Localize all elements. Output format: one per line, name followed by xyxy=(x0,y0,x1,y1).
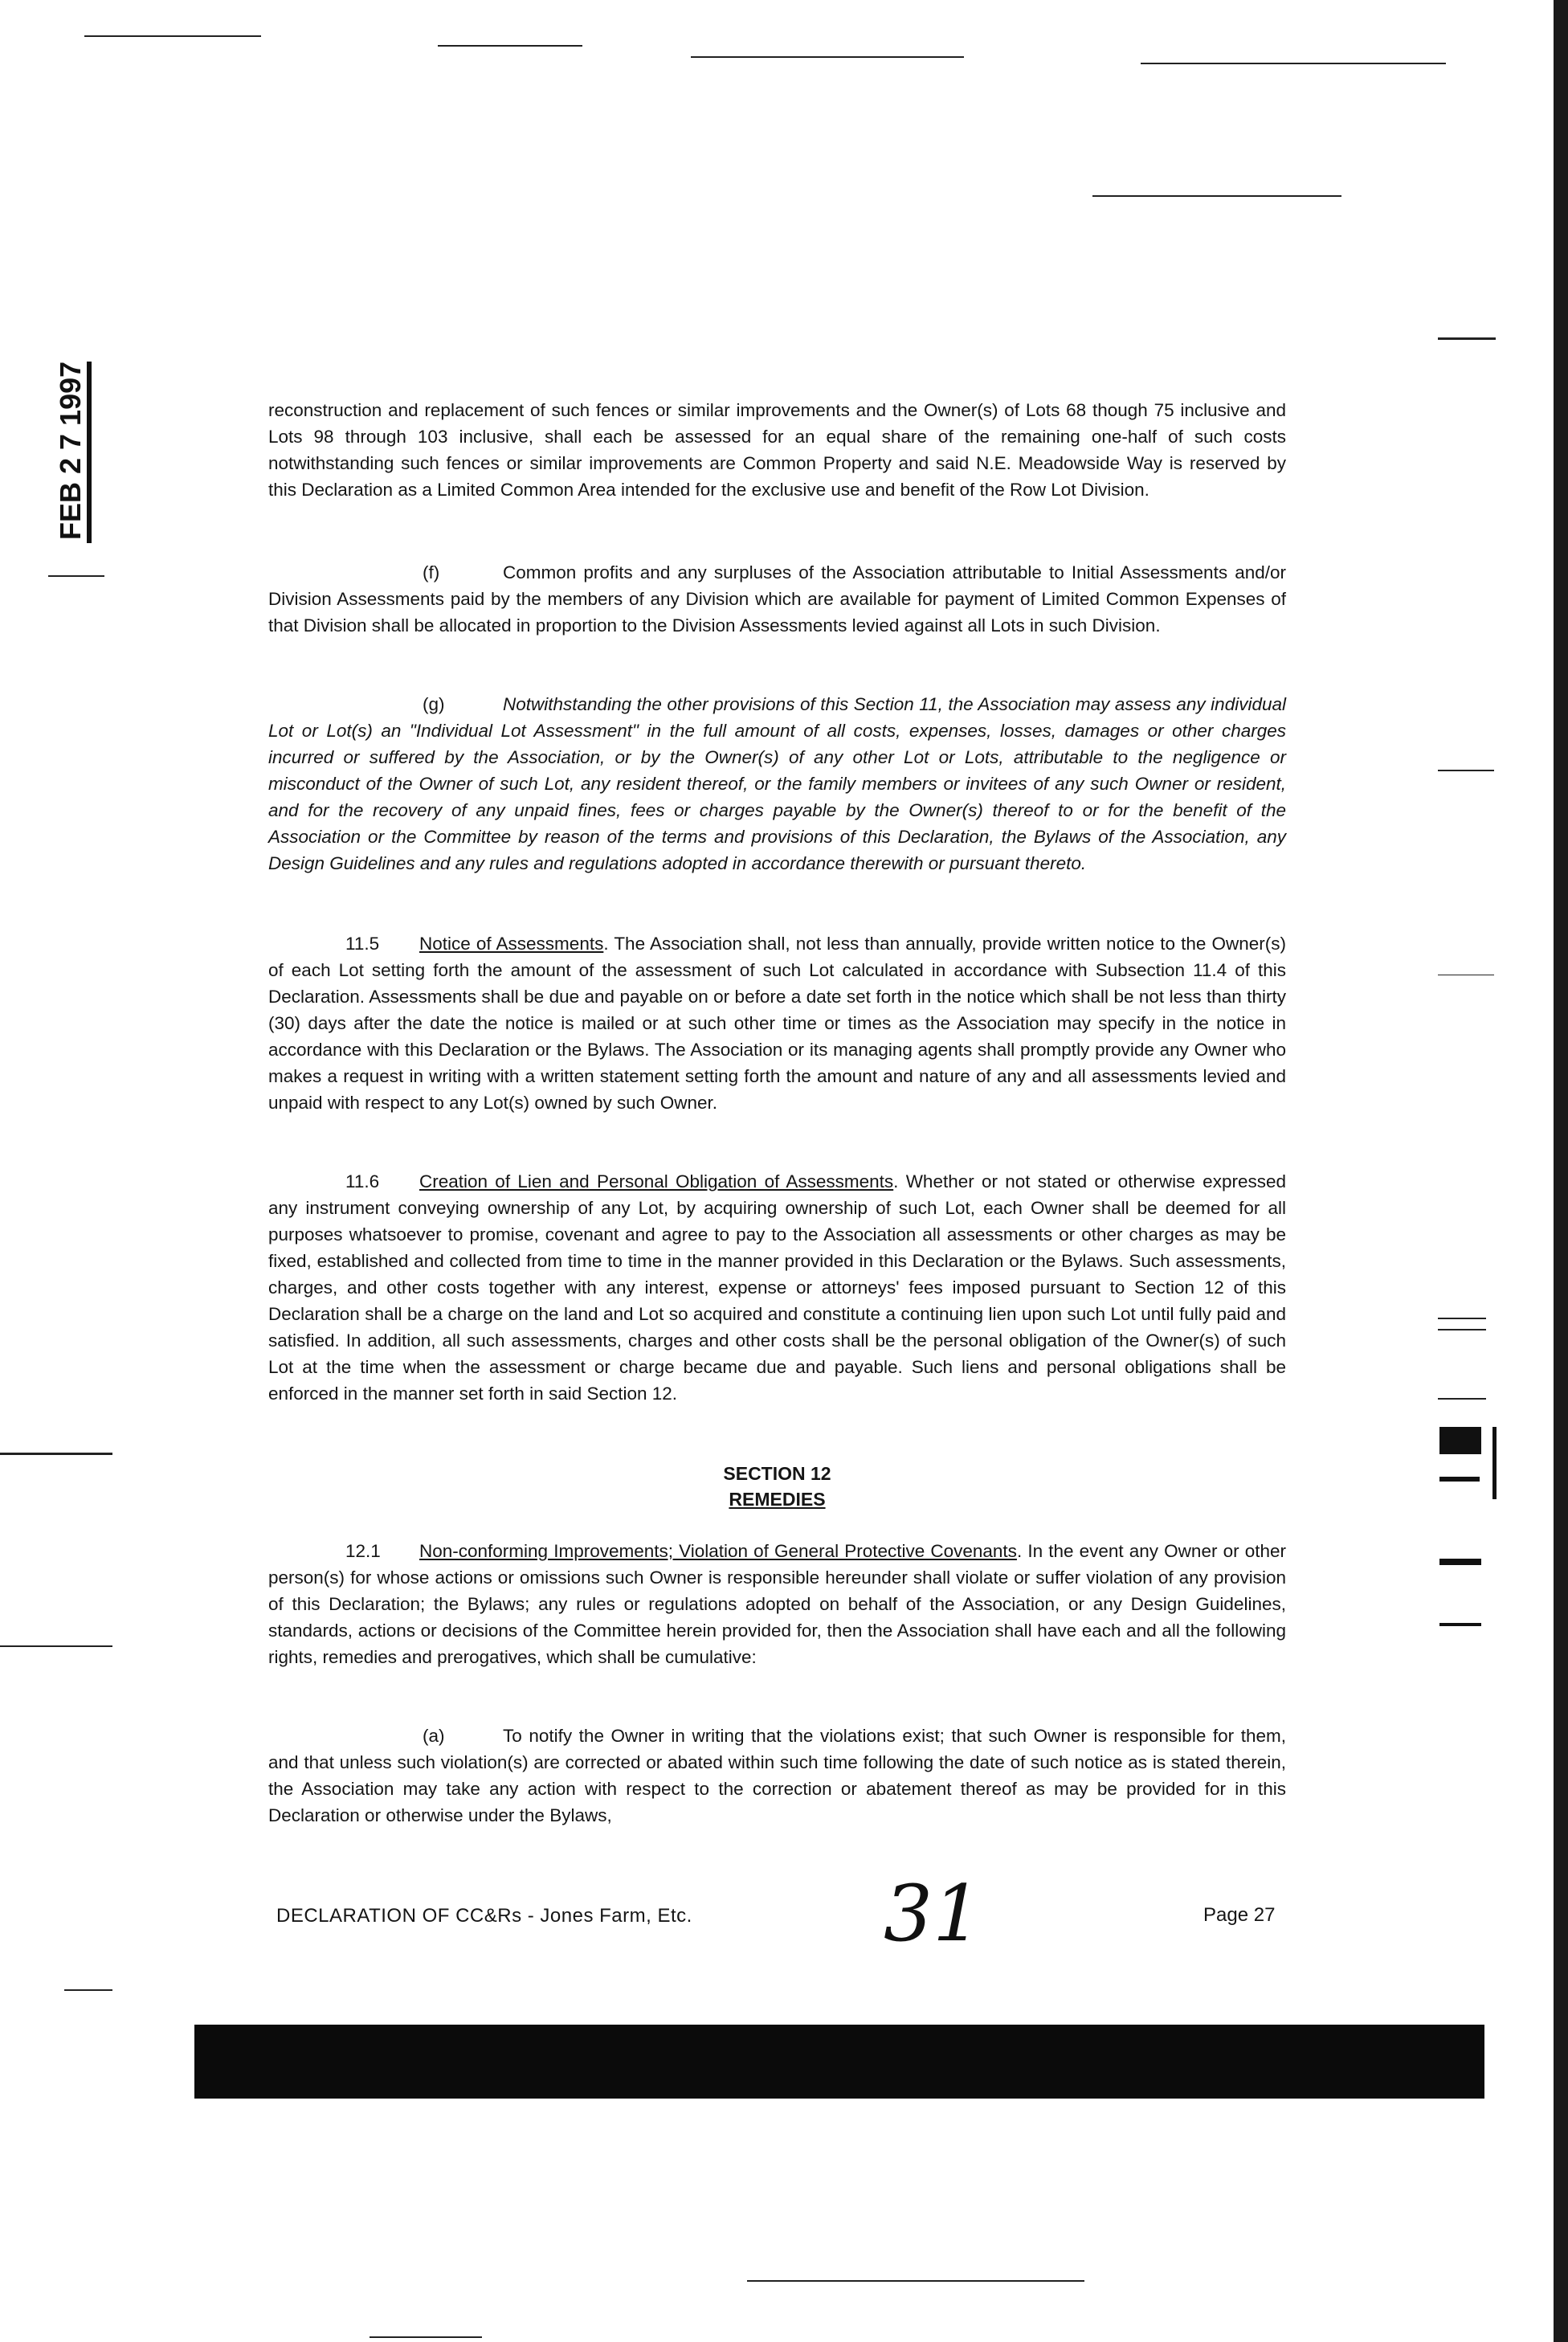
section-text: In the event any Owner or other person(s) for whose actions or omissions such Owner is responsible hereunder shall violate or suffer violation of any provision of this Declaration; the Bylaws; any rules or regulations adopted on behalf of the Association, or any Design Guidelines, standards, actions or decisions of the Committee herein provided for, then the Association shall have each and all the following rights, remedies and prerogatives, which shall be cumulative: xyxy=(268,1541,1286,1667)
page-number: Page 27 xyxy=(1203,1904,1276,1926)
subsection-label: (g) xyxy=(423,694,445,714)
scan-rule xyxy=(1438,337,1496,340)
section-number: 11.6 xyxy=(345,1171,380,1191)
section-title: Notice of Assessments xyxy=(419,934,604,954)
section-subheading: REMEDIES xyxy=(729,1489,826,1510)
handwritten-number xyxy=(876,1864,1004,1960)
paragraph-continuation: reconstruction and replacement of such fences or similar improvements and the Owner(s) of Lots 68 though 75 inclusive and Lots 98 through 103 inclusive, shall each be assessed for an equal share of the remaining one-half of such costs notwithstanding such fences or similar improvements are Common Property and said N.E. Meadowside Way is reserved by this Declaration as a Limited Common Area intended for the exclusive use and benefit of the Row Lot Division. xyxy=(268,400,1286,500)
scan-noise-bar xyxy=(194,2025,1484,2099)
scan-rule xyxy=(1438,770,1494,771)
scan-rule xyxy=(0,1645,112,1647)
scan-mark xyxy=(1439,1427,1481,1454)
scan-rule xyxy=(438,45,582,47)
section-title: Non-conforming Improvements; Violation of General Protective Covenants xyxy=(419,1541,1017,1561)
scan-mark xyxy=(1439,1477,1480,1482)
subsection-g xyxy=(268,691,1286,877)
scan-rule xyxy=(84,35,261,37)
section-heading: SECTION 12 xyxy=(723,1463,831,1484)
section-number: 12.1 xyxy=(345,1541,381,1561)
scan-rule xyxy=(64,1989,112,1991)
section-title: Creation of Lien and Personal Obligation of Assessments xyxy=(419,1171,894,1191)
scan-rule xyxy=(1092,195,1341,197)
footer-document-title: DECLARATION OF CC&Rs - Jones Farm, Etc. xyxy=(276,1905,692,1927)
svg-text:31: 31 xyxy=(884,1869,982,1959)
scan-rule xyxy=(1141,63,1446,64)
section-11-5: 11.5 Notice of Assessments. The Association shall, not less than annually, provide written notice to the Owner(s) of each Lot setting forth the amount of the assessment of such Lot calculated in accordance with Subsection 11.4 of this Declaration. Assessments shall be due and payable on or before a date set forth in the notice which shall be not less than thirty (30) days after the date the notice is mailed or at such other time or times as the Association may specify in the notice in accordance with this Declaration or the Bylaws. The Association or its managing agents shall promptly provide any Owner who makes a request in writing with a written statement setting forth the amount and nature of any and all assessments levied and unpaid with respect to any Lot(s) owned by such Owner. xyxy=(268,930,1286,1116)
subsection-a xyxy=(268,1723,1286,1829)
subsection-text: To notify the Owner in writing that the violations exist; that such Owner is responsible for them, and that unless such violation(s) are corrected or abated within such time following the date of such notice as is stated therein, the Association may take any action with respect to the correction or abatement thereof as may be provided for in this Declaration or otherwise under the Bylaws, xyxy=(268,1726,1286,1825)
subsection-text: Notwithstanding the other provisions of this Section 11, the Association may assess any individual Lot or Lot(s) an "Individual Lot Assessment" in the full amount of all costs, expenses, losses, damages or other charges incurred or suffered by the Association, or by the Owner(s) of any other Lot or Lots, attributable to the negligence or misconduct of the Owner of such Lot, any resident thereof, or the family members or invitees of any such Owner or resident, and for the recovery of any unpaid fines, fees or charges payable by the Owner(s) thereof to or for the benefit of the Association or the Committee by reason of the terms and provisions of this Declaration, the Bylaws of the Association, any Design Guidelines and any rules and regulations adopted in accordance therewith or pursuant thereto. xyxy=(268,694,1286,873)
svg-text:FEB 2 7 1997: FEB 2 7 1997 xyxy=(54,361,87,540)
received-stamp xyxy=(50,354,98,546)
scan-mark xyxy=(1492,1427,1497,1499)
section-11-6: 11.6 Creation of Lien and Personal Obligation of Assessments. Whether or not stated or otherwise expressed any instrument conveying ownership of any Lot, by acquiring ownership of such Lot, each Owner shall be deemed for all purposes whatsoever to promise, covenant and agree to pay to the Association all assessments or other charges as may be fixed, established and collected from time to time in the manner provided in this Declaration or the Bylaws. Such assessments, charges, and other costs together with any interest, expense or attorneys' fees imposed pursuant to Section 12 of this Declaration shall be a charge on the land and Lot so acquired and constitute a continuing lien upon such Lot until fully paid and satisfied. In addition, all such assessments, charges and other costs shall be the personal obligation of the Owner(s) of such Lot at the time when the assessment or charge became due and payable. Such liens and personal obligations shall be enforced in the manner set forth in said Section 12. xyxy=(268,1168,1286,1407)
scan-rule xyxy=(1438,1398,1486,1400)
section-text: The Association shall, not less than annually, provide written notice to the Owner(s) of each Lot setting forth the amount of the assessment of such Lot calculated in accordance with Subsection 11.4 of this Declaration. Assessments shall be due and payable on or before a date set forth in the notice which shall be not less than thirty (30) days after the date the notice is mailed or at such other time or times as the Association may specify in the notice in accordance with this Declaration or the Bylaws. The Association or its managing agents shall promptly provide any Owner who makes a request in writing with a written statement setting forth the amount and nature of any and all assessments levied and unpaid with respect to any Lot(s) owned by such Owner. xyxy=(268,934,1286,1113)
section-12-1: 12.1 Non-conforming Improvements; Violation of General Protective Covenants. In the event any Owner or other person(s) for whose actions or omissions such Owner is responsible hereunder shall violate or suffer violation of any provision of this Declaration; the Bylaws; any rules or regulations adopted on behalf of the Association, or any Design Guidelines, standards, actions or decisions of the Committee herein provided for, then the Association shall have each and all the following rights, remedies and prerogatives, which shall be cumulative: xyxy=(268,1538,1286,1670)
scan-mark xyxy=(1439,1623,1481,1626)
section-text: Whether or not stated or otherwise expressed any instrument conveying ownership of any Lot, by acquiring ownership of such Lot, each Owner shall be deemed for all purposes whatsoever to promise, covenant and agree to pay to the Association all assessments or other charges as may be fixed, established and collected from time to time in the manner provided in this Declaration or the Bylaws. Such assessments, charges, and other costs together with any interest, expense or attorneys' fees imposed pursuant to Section 12 of this Declaration shall be a charge on the land and Lot so acquired and constitute a continuing lien upon such Lot until fully paid and satisfied. In addition, all such assessments, charges and other costs shall be the personal obligation of the Owner(s) of such Lot at the time when the assessment or charge became due and payable. Such liens and personal obligations shall be enforced in the manner set forth in said Section 12. xyxy=(268,1171,1286,1404)
scan-rule xyxy=(48,575,104,577)
scan-rule xyxy=(370,2336,482,2338)
subsection-f xyxy=(268,559,1286,639)
scan-rule xyxy=(747,2280,1084,2282)
scan-mark xyxy=(1439,1559,1481,1565)
subsection-label: (f) xyxy=(423,562,440,582)
scan-rule xyxy=(1438,1318,1486,1319)
scan-rule xyxy=(0,1453,112,1455)
section-number: 11.5 xyxy=(345,934,380,954)
scan-rule xyxy=(691,56,964,58)
subsection-text: Common profits and any surpluses of the Association attributable to Initial Assessments and/or Division Assessments paid by the members of any Division which are available for payment of Limited Common Expenses of that Division shall be allocated in proportion to the Division Assessments levied against all Lots in such Division. xyxy=(268,562,1286,636)
subsection-label: (a) xyxy=(423,1726,445,1746)
scan-rule xyxy=(1438,1329,1486,1330)
scan-edge xyxy=(1554,0,1568,2342)
